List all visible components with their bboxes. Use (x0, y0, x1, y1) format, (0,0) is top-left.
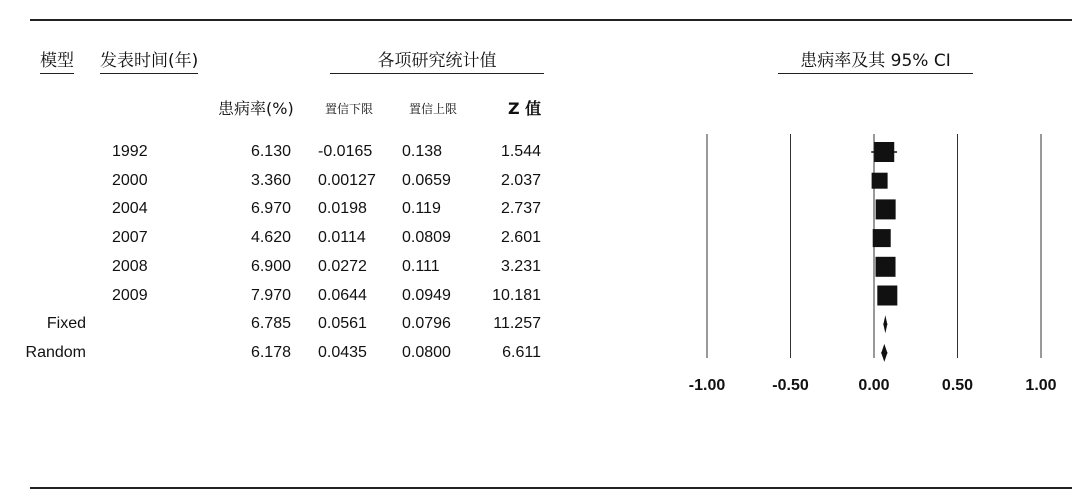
z-value-cell: 6.611 (502, 343, 541, 361)
rate-cell: 4.620 (250, 229, 291, 247)
model-cell: Fixed (46, 315, 86, 333)
lower-ci-cell: 0.00127 (318, 171, 376, 189)
z-value-cell: 3.231 (500, 257, 541, 275)
study-point (873, 229, 891, 247)
x-tick-label: -1.00 (688, 377, 726, 394)
subheader-upper: 置信上限 (409, 102, 458, 116)
subheader-rate: 患病率(%) (218, 99, 294, 118)
x-tick-label: -0.50 (772, 377, 809, 394)
lower-ci-cell: 0.0561 (318, 315, 367, 333)
study-point (872, 173, 888, 189)
year-cell: 2004 (112, 200, 148, 218)
z-value-cell: 1.544 (500, 143, 541, 160)
z-value-cell: 2.037 (500, 171, 541, 189)
lower-ci-cell: 0.0198 (318, 200, 367, 218)
subheader-z: Z 值 (508, 99, 542, 118)
upper-ci-cell: 0.0949 (402, 286, 451, 304)
lower-ci-cell: -0.0165 (318, 143, 373, 160)
z-value-cell: 2.737 (500, 200, 541, 218)
rate-cell: 6.970 (250, 200, 291, 218)
study-point (877, 286, 897, 306)
z-value-cell: 10.181 (492, 286, 541, 304)
rate-cell: 6.178 (250, 343, 291, 361)
lower-ci-cell: 0.0644 (318, 286, 367, 304)
pooled-estimate-diamond (881, 344, 887, 362)
study-point (876, 199, 896, 219)
header-ci: 患病率及其 95% CI (778, 46, 973, 74)
x-tick-label: 1.00 (1025, 377, 1057, 394)
rate-cell: 3.360 (250, 171, 291, 189)
lower-ci-cell: 0.0272 (318, 257, 367, 275)
upper-ci-cell: 0.138 (402, 143, 443, 160)
rate-cell: 6.900 (250, 257, 291, 275)
header-model: 模型 (40, 46, 74, 74)
year-cell: 2008 (112, 257, 148, 275)
rate-cell: 6.130 (250, 143, 291, 160)
header-stats: 各项研究统计值 (330, 46, 544, 74)
header-year: 发表时间(年) (100, 46, 198, 74)
subheader-lower: 置信下限 (325, 102, 374, 116)
year-cell: 1992 (112, 143, 148, 160)
pooled-estimate-diamond (883, 315, 887, 333)
model-cell: Random (25, 343, 86, 361)
lower-ci-cell: 0.0114 (318, 229, 366, 247)
upper-ci-cell: 0.111 (402, 257, 440, 275)
x-tick-label: 0.00 (858, 377, 890, 394)
year-cell: 2007 (112, 229, 148, 247)
x-tick-label: 0.50 (941, 377, 974, 394)
upper-ci-cell: 0.0809 (402, 229, 451, 247)
lower-ci-cell: 0.0435 (318, 343, 367, 361)
rate-cell: 7.970 (250, 286, 291, 304)
study-point (876, 257, 896, 277)
upper-ci-cell: 0.0659 (402, 171, 451, 189)
z-value-cell: 11.257 (493, 315, 541, 333)
year-cell: 2009 (112, 286, 148, 304)
upper-ci-cell: 0.0796 (402, 315, 451, 333)
upper-ci-cell: 0.119 (402, 200, 441, 218)
z-value-cell: 2.601 (500, 229, 541, 247)
study-point (874, 142, 894, 162)
rate-cell: 6.785 (250, 315, 291, 333)
year-cell: 2000 (112, 171, 148, 189)
upper-ci-cell: 0.0800 (402, 343, 451, 361)
